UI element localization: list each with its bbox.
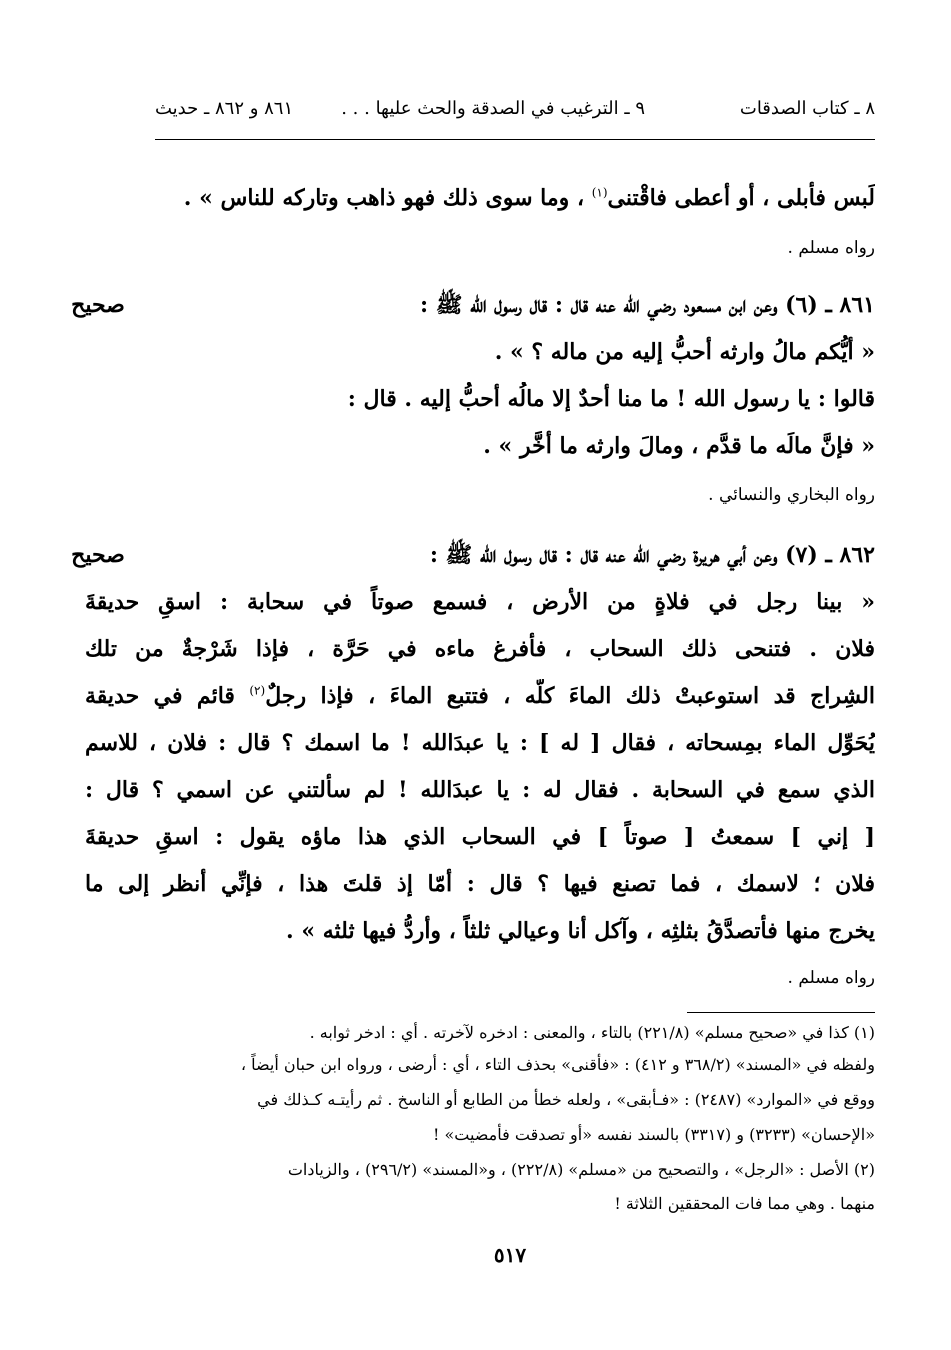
hadith-862-line: « بينا رجل في فلاةٍ من الأرض ، فسمع صوتاً في سحابة : اسقِ حديقةَ	[85, 589, 875, 615]
page-number: ٥١٧	[493, 1243, 527, 1267]
hadith-862-line: [ إني ] سمعتُ [ صوتاً ] في السحاب الذي هذا ماؤه يقول : اسقِ حديقةَ	[85, 824, 875, 850]
header-chapter: ٨ ـ كتاب الصدقات	[739, 98, 875, 119]
hadith-862-line3-b: قائم في حديقة	[85, 683, 250, 709]
hadith-862-line3-a: الشِراج قد استوعبتْ ذلك الماءَ كلَّه ، فتتبع الماءَ ، فإذا رجلٌ	[265, 683, 875, 709]
hadith-861-grade: صحيح	[71, 292, 125, 318]
running-header	[155, 92, 875, 126]
continuation-text-a: لَبس فأبلى ، أو أعطى فاقْتنى	[607, 185, 875, 211]
footnote-ref-1: (١)	[591, 185, 608, 200]
footnote-2-line: (٢) الأصل : «الرجل» ، والتصحيح من «مسلم» (٢٢٢/٨) ، و«المسند» (٢٩٦/٢) ، والزيادات	[287, 1160, 875, 1179]
hadith-862-line: الذي سمع في السحابة . فقال له : يا عبدَالله ! لم سألتني عن اسمي ؟ قال :	[85, 777, 875, 803]
hadith-862-line: فلان ؛ لاسمك ، فما تصنع فيها ؟ قال : أمّا إذ قلتَ هذا ، فإنِّي أنظر إلى ما	[85, 871, 875, 897]
footnote-1-line: (١) كذا في «صحيح مسلم» (٢٢١/٨) بالتاء ، والمعنى : ادخره لآخرته . أي : ادخر ثوابه .	[309, 1023, 875, 1042]
hadith-862-line: يُحَوِّل الماء بمِسحاته ، فقال [ له ] : يا عبدَالله ! ما اسمك ؟ قال : فلان ، للاسم	[85, 730, 875, 756]
continuation-line	[153, 181, 875, 215]
footnote-1-line: «الإحسان» (٣٢٣٣) و (٣٣١٧) بالسند نفسه «أو تصدقت فأمضيت» !	[432, 1125, 875, 1144]
hadith-861-line: « أيُّكم مالُ وارثه أحبُّ إليه من ماله ؟ » .	[494, 339, 875, 365]
hadith-861-line: قالوا : يا رسول الله ! ما منا أحدٌ إلا مالُه أحبُّ إليه . قال :	[347, 386, 875, 412]
hadith-862-line	[85, 679, 875, 713]
footnote-2-line: منهما . وهي مما فات المحققين الثلاثة !	[614, 1194, 875, 1213]
hadith-861-source: رواه البخاري والنسائي .	[708, 485, 875, 505]
hadith-862-grade: صحيح	[71, 542, 125, 568]
header-section: ٩ ـ الترغيب في الصدقة والحث عليها . . .	[341, 98, 645, 119]
hadith-862-line: يخرج منها فأتصدَّقُ بثلثِه ، وآكل أنا وعيالي ثلثاً ، وأردُّ فيها ثلثه » .	[286, 918, 875, 944]
footnote-1-line: ولفظه في «المسند» (٣٦٨/٢ و ٤١٢) : «فأقنى» بحذف التاء ، أي : أرضى ، ورواه ابن حبان أيضاً ،	[240, 1055, 875, 1074]
hadith-861-intro: ٨٦١ ـ (٦) وعن ابن مسعود رضي الله عنه قال : قال رسول الله ﷺ :	[420, 292, 875, 318]
source-note: رواه مسلم .	[787, 238, 875, 258]
hadith-862-line: فلان . فتنحى ذلك السحاب ، فأفرغ ماءه في حَرَّة ، فإذا شَرْجةٌ من تلك	[85, 636, 875, 662]
header-divider	[155, 139, 875, 140]
footnote-divider	[687, 1012, 875, 1013]
footnote-ref-2: (٢)	[249, 683, 266, 698]
hadith-862-intro: ٨٦٢ ـ (٧) وعن أبي هريرة رضي الله عنه قال : قال رسول الله ﷺ :	[429, 542, 875, 568]
hadith-861-line: « فإنَّ مالَه ما قدَّم ، ومالَ وارثه ما أخَّر » .	[483, 433, 875, 459]
hadith-862-source: رواه مسلم .	[787, 968, 875, 988]
header-hadith-range: ٨٦١ و ٨٦٢ ـ حديث	[155, 98, 294, 119]
footnote-1-line: ووقع في «الموارد» (٢٤٨٧) : «فـأبقى» ، ولعله خطأ من الطابع أو الناسخ . ثم رأيتـه كـذلك في	[257, 1090, 875, 1109]
continuation-text-b: ، وما سوى ذلك فهو ذاهب وتاركه للناس » .	[183, 185, 592, 211]
